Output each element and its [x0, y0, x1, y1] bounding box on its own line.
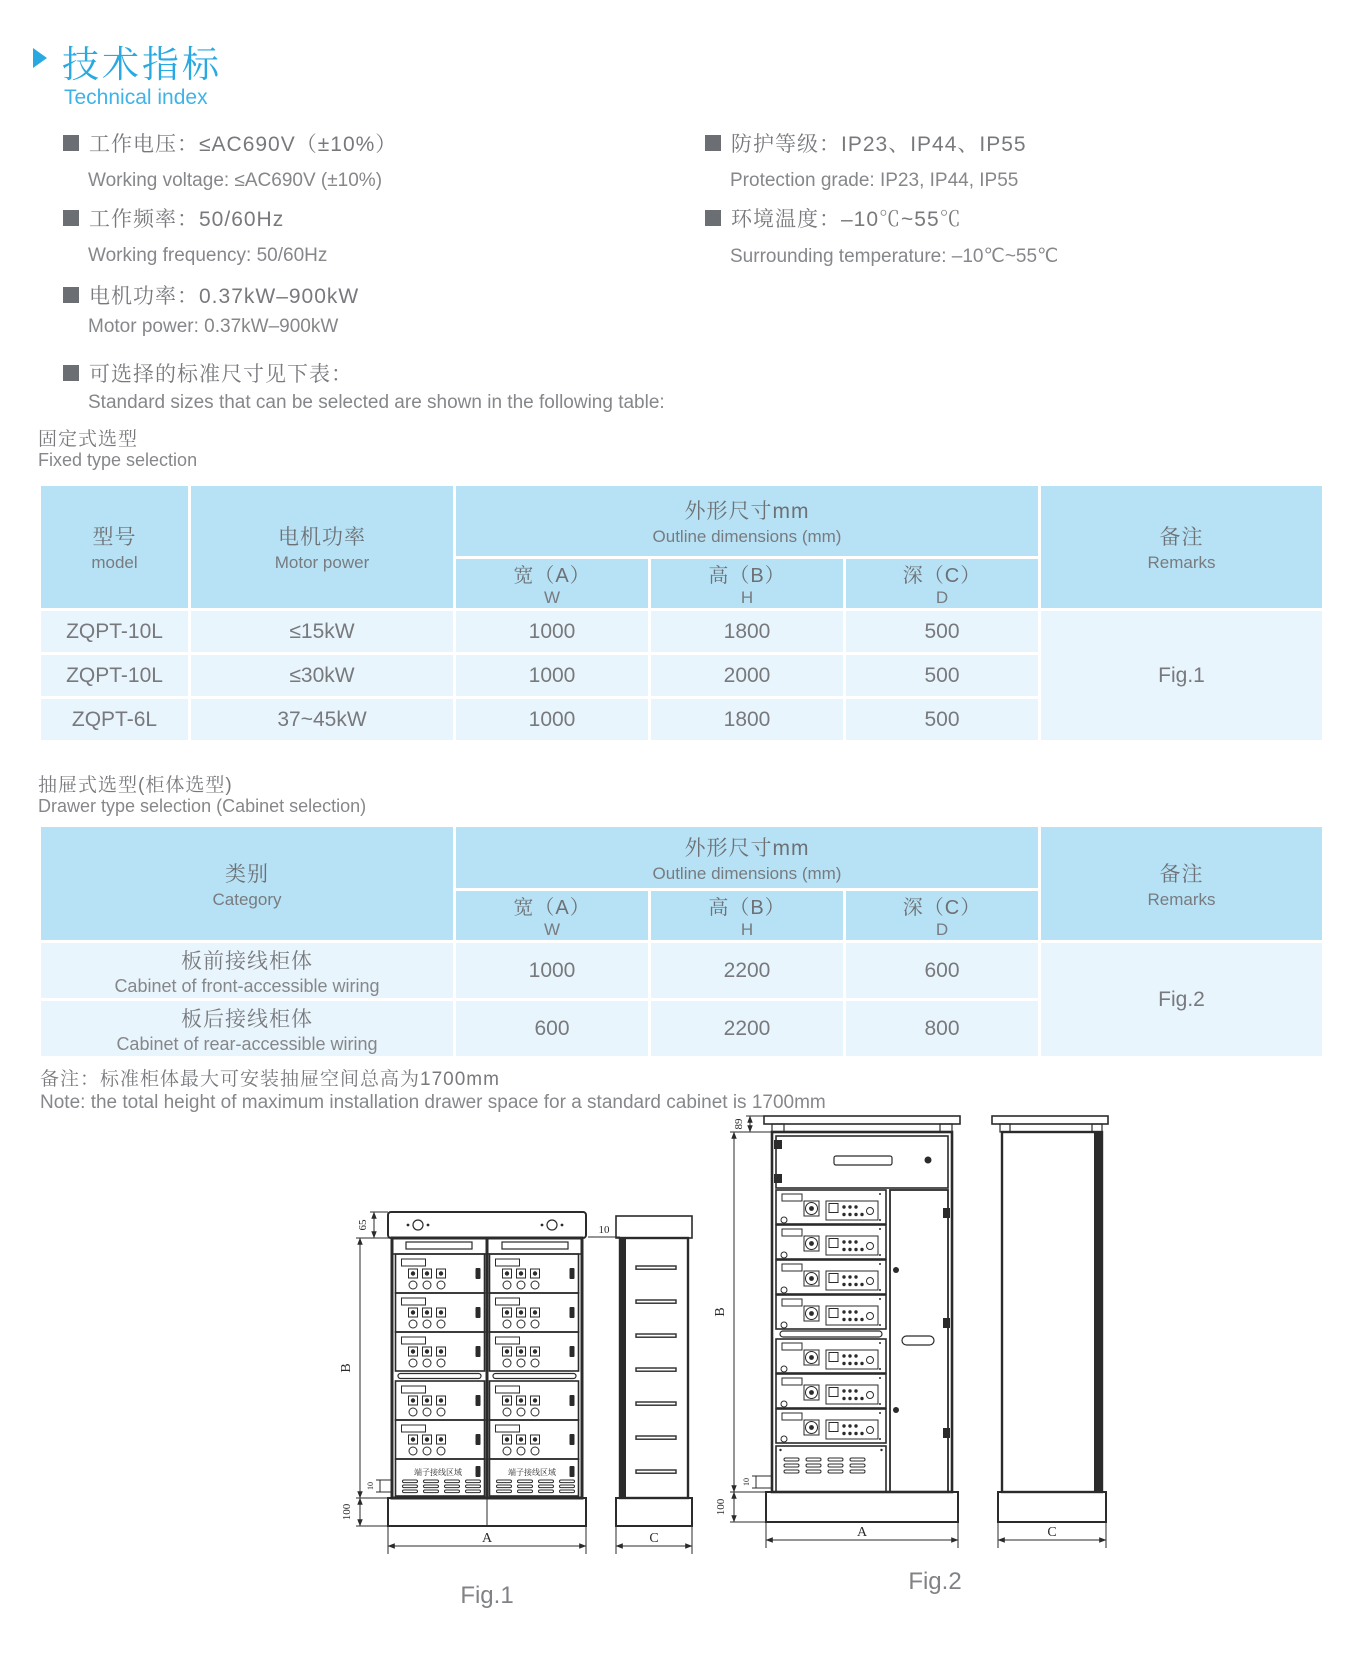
col-header-outline — [455, 826, 1040, 890]
col-header-width — [455, 558, 650, 610]
spec-protection-grade-en: Protection grade: IP23, IP44, IP55 — [730, 170, 1019, 191]
cell-model: ZQPT-10L — [40, 610, 190, 654]
col-header-outline — [455, 485, 1040, 558]
fig2-dim-89: 89 — [733, 1118, 745, 1130]
fig1-dim-C: C — [649, 1531, 659, 1546]
col-d-en: D — [935, 588, 949, 607]
spec-label-cn: 可选择的标准尺寸见下表： — [89, 363, 353, 386]
spec-label-cn: 防护等级：IP23、IP44、IP55 — [731, 133, 1027, 156]
cell-height: 2200 — [650, 1000, 845, 1058]
fig2-side-view — [992, 1116, 1108, 1522]
cell-height: 1800 — [650, 610, 845, 654]
col-w-en: W — [543, 588, 561, 607]
terminal-area-label: 端子接线区域 — [414, 1468, 462, 1477]
bullet-square-icon — [63, 287, 79, 303]
bullet-square-icon — [63, 365, 79, 381]
col-category-en: Category — [212, 889, 282, 909]
spec-label-cn: 环境温度：–10℃~55℃ — [731, 208, 962, 231]
cell-width: 1000 — [455, 610, 650, 654]
fig1-dim-10-top: 10 — [598, 1224, 610, 1236]
spec-table-intro-en: Standard sizes that can be selected are shown in the following table: — [88, 392, 665, 413]
category-en: Cabinet of front-accessible wiring — [114, 975, 380, 996]
col-power-en: Motor power — [274, 553, 370, 572]
page-subtitle: Technical index — [64, 86, 208, 109]
drawer-type-table — [38, 824, 1325, 1059]
cell-power: 37~45kW — [190, 698, 455, 742]
cell-depth: 800 — [845, 1000, 1040, 1058]
col-h-cn: 高（B） — [708, 897, 786, 919]
cell-remark: Fig.2 — [1040, 942, 1324, 1058]
fixed-section-title: 固定式选型 — [38, 429, 139, 450]
cell-depth: 500 — [845, 698, 1040, 742]
fig1-dim-A: A — [481, 1531, 493, 1546]
spec-label-cn: 工作电压：≤AC690V（±10%） — [89, 133, 398, 156]
col-h-cn: 高（B） — [708, 565, 786, 587]
col-model-cn: 型号 — [92, 526, 137, 549]
fig1-dimensions — [356, 1212, 692, 1554]
col-outline-en: Outline dimensions (mm) — [652, 863, 842, 883]
table-row — [40, 942, 1324, 1000]
col-header-remarks — [1040, 485, 1324, 610]
col-header-model — [40, 485, 190, 610]
page-title: 技术指标 — [62, 44, 222, 85]
col-model-en: model — [91, 553, 138, 572]
cell-remark: Fig.1 — [1040, 610, 1324, 742]
category-en: Cabinet of rear-accessible wiring — [116, 1033, 378, 1054]
col-remarks-en: Remarks — [1147, 889, 1216, 909]
bullet-square-icon — [705, 135, 721, 151]
cell-power: ≤15kW — [190, 610, 455, 654]
col-outline-en: Outline dimensions (mm) — [652, 527, 842, 546]
category-cn: 板后接线柜体 — [181, 1007, 313, 1031]
table-note-en: Note: the total height of maximum installation drawer space for a standard cabinet is 1700mm — [40, 1092, 826, 1113]
col-header-width — [455, 890, 650, 942]
spec-label-cn: 工作频率：50/60Hz — [89, 208, 285, 231]
col-header-category — [40, 826, 455, 942]
category-cn: 板前接线柜体 — [181, 949, 313, 973]
col-d-cn: 深（C） — [902, 565, 982, 587]
fig2-front-view — [764, 1116, 960, 1522]
fig2-drawing — [700, 1090, 1120, 1570]
cell-height: 2000 — [650, 654, 845, 698]
col-w-cn: 宽（A） — [513, 897, 591, 919]
cell-depth: 500 — [845, 654, 1040, 698]
cell-category — [40, 1000, 455, 1058]
col-remarks-cn: 备注 — [1159, 862, 1204, 886]
spec-surrounding-temp-en: Surrounding temperature: –10℃~55℃ — [730, 246, 1059, 267]
cell-width: 1000 — [455, 698, 650, 742]
drawer-section-title: 抽屉式选型(柜体选型) — [38, 775, 233, 796]
spec-motor-power-en: Motor power: 0.37kW–900kW — [88, 316, 339, 337]
col-outline-cn: 外形尺寸mm — [684, 836, 810, 860]
col-w-en: W — [543, 920, 561, 939]
fig2-caption: Fig.2 — [908, 1568, 962, 1595]
col-category-cn: 类别 — [225, 862, 269, 886]
fig2-dim-10: 10 — [742, 1478, 751, 1486]
vent-slats — [784, 1458, 865, 1473]
col-header-height — [650, 890, 845, 942]
spec-table-intro — [63, 358, 353, 388]
fig2-dim-100: 100 — [715, 1498, 727, 1516]
cell-width: 1000 — [455, 654, 650, 698]
col-power-cn: 电机功率 — [278, 526, 366, 549]
bullet-square-icon — [705, 210, 721, 226]
col-outline-cn: 外形尺寸mm — [684, 500, 810, 523]
cell-category — [40, 942, 455, 1000]
col-remarks-cn: 备注 — [1159, 526, 1204, 549]
cell-depth: 500 — [845, 610, 1040, 654]
col-h-en: H — [740, 920, 754, 939]
fig2-dimensions — [730, 1116, 1106, 1548]
table-note-cn: 备注：标准柜体最大可安装抽屉空间总高为1700mm — [40, 1069, 500, 1090]
cell-depth: 600 — [845, 942, 1040, 1000]
cell-width: 600 — [455, 1000, 650, 1058]
fig1-caption: Fig.1 — [460, 1582, 514, 1609]
col-h-en: H — [740, 588, 754, 607]
spec-working-voltage — [63, 128, 397, 158]
fig1-dim-B: B — [339, 1363, 354, 1373]
col-d-en: D — [935, 920, 949, 939]
spec-surrounding-temp — [705, 203, 962, 233]
fig1-drawing — [330, 1128, 730, 1578]
table-row — [40, 610, 1324, 654]
fig1-dim-100: 100 — [341, 1503, 353, 1521]
drawer-section-title-en: Drawer type selection (Cabinet selection) — [38, 796, 367, 816]
fig2-dim-C: C — [1047, 1525, 1057, 1540]
fig2-dim-A: A — [856, 1525, 868, 1540]
cell-model: ZQPT-6L — [40, 698, 190, 742]
fixed-type-table — [38, 483, 1325, 743]
spec-working-frequency-en: Working frequency: 50/60Hz — [88, 245, 328, 266]
title-arrow-icon — [33, 48, 47, 68]
cell-height: 1800 — [650, 698, 845, 742]
bullet-square-icon — [63, 135, 79, 151]
fig1-dim-65: 65 — [357, 1219, 369, 1231]
fig1-side-view — [616, 1216, 692, 1526]
cell-model: ZQPT-10L — [40, 654, 190, 698]
col-w-cn: 宽（A） — [513, 565, 591, 587]
col-header-remarks — [1040, 826, 1324, 942]
col-header-depth — [845, 890, 1040, 942]
cell-power: ≤30kW — [190, 654, 455, 698]
col-remarks-en: Remarks — [1147, 553, 1216, 572]
spec-working-voltage-en: Working voltage: ≤AC690V (±10%) — [88, 170, 383, 191]
fixed-section-title-en: Fixed type selection — [38, 450, 198, 470]
fig1-dim-10: 10 — [366, 1482, 375, 1490]
fig2-dim-B: B — [713, 1307, 728, 1317]
col-header-height — [650, 558, 845, 610]
col-header-motor-power — [190, 485, 455, 610]
spec-motor-power — [63, 280, 359, 310]
bullet-square-icon — [63, 210, 79, 226]
col-header-depth — [845, 558, 1040, 610]
terminal-area-label: 端子接线区域 — [508, 1468, 556, 1477]
spec-protection-grade — [705, 128, 1027, 158]
cell-width: 1000 — [455, 942, 650, 1000]
fig1-front-view — [388, 1212, 586, 1526]
cell-height: 2200 — [650, 942, 845, 1000]
col-d-cn: 深（C） — [902, 897, 982, 919]
spec-working-frequency — [63, 203, 284, 233]
spec-label-cn: 电机功率：0.37kW–900kW — [89, 285, 360, 308]
